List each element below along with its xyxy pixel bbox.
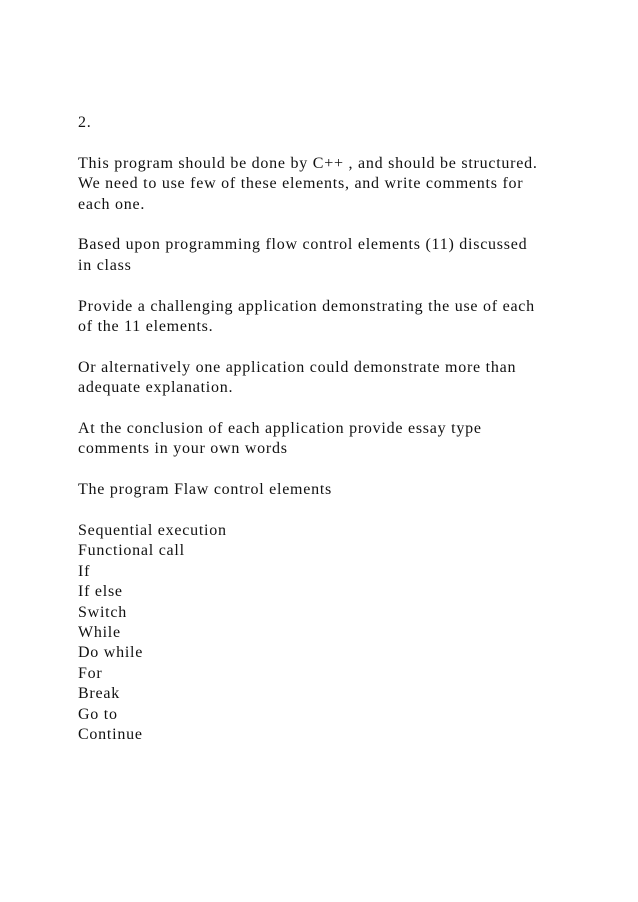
document-body: [78, 113, 598, 745]
paragraph-basis: Based upon programming flow control elements (11) discussed in class: [78, 236, 528, 274]
list-heading: The program Flaw control elements: [78, 481, 333, 499]
paragraph-requirements: This program should be done by C++ , and should be structured. We need to use few of these elements, and write comments for each one.: [78, 154, 538, 213]
list-item: For: [78, 664, 103, 682]
list-item: Continue: [78, 726, 143, 744]
list-item: While: [78, 624, 121, 642]
list-item: Switch: [78, 603, 127, 621]
list-item: If else: [78, 583, 123, 601]
list-item: If: [78, 562, 91, 580]
list-item: Break: [78, 685, 120, 703]
paragraph-conclusion: At the conclusion of each application provide essay type comments in your own words: [78, 420, 482, 458]
paragraph-challenge: Provide a challenging application demonstrating the use of each of the 11 elements.: [78, 297, 535, 336]
list-item: Go to: [78, 705, 118, 723]
list-item: Functional call: [78, 542, 185, 560]
section-number: 2.: [78, 114, 92, 131]
paragraph-alternative: Or alternatively one application could demonstrate more than adequate explanation.: [78, 358, 517, 397]
control-elements-list: [78, 521, 598, 745]
list-item: Sequential execution: [78, 522, 227, 540]
list-item: Do while: [78, 644, 144, 662]
